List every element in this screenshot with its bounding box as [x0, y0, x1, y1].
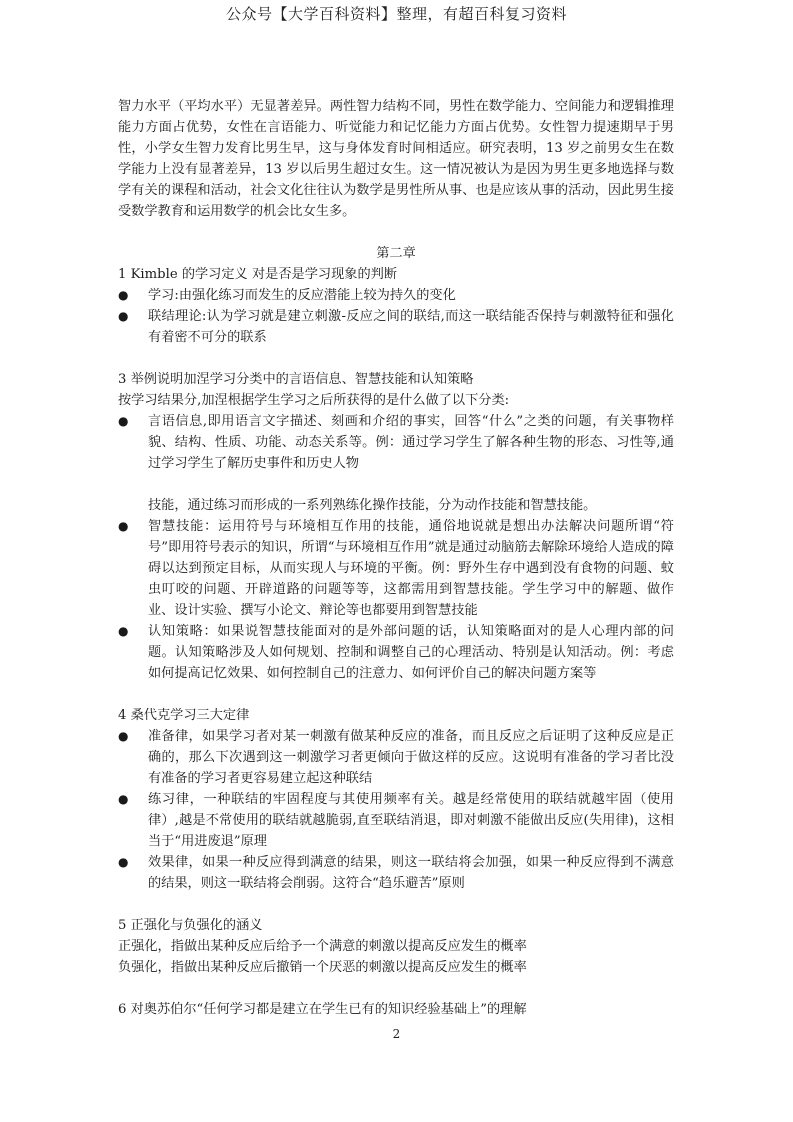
list-item-text: 练习律，一种联结的牢固程度与其使用频率有关。越是经常使用的联结就越牢固（使用律）,越是不常使用的联结就越脆弱,直至联结消退，即对刺激不能做出反应(失用律)，这相当于“用进废退”原理: [148, 792, 674, 849]
bullet-icon: ●: [118, 729, 129, 743]
section-3-heading: 3 举例说明加涅学习分类中的言语信息、智慧技能和认知策略: [118, 372, 474, 387]
list-item: [118, 306, 674, 348]
bullet-icon: ●: [118, 792, 129, 806]
spacer: [118, 894, 674, 915]
list-item: [118, 852, 674, 894]
page-header: 公众号【大学百科资料】整理，有超百科复习资料: [225, 5, 567, 23]
page-number: 2: [392, 1027, 401, 1041]
list-item: [118, 621, 674, 684]
list-item: [118, 285, 674, 306]
bullet-icon: ●: [118, 624, 129, 638]
spacer: [118, 348, 674, 369]
list-item-text: 言语信息,即用语言文字描述、刻画和介绍的事实，回答“什么”之类的问题，有关事物样貌、结构、性质、功能、动态关系等。例：通过学习学生了解各种生物的形态、习性等,通过学习学生了解历史事件和历史人物: [148, 414, 674, 471]
list-item-text: 智慧技能：运用符号与环境相互作用的技能，通俗地说就是想出办法解决问题所谓“符号”即用符号表示的知识，所谓“与环境相互作用”就是通过动脑筋去解除环境给人造成的障碍以达到预定目标，从而实现人与环境的平衡。例：野外生存中遇到没有食物的问题、蚊虫叮咬的问题、开辟道路的问题等等，这都需用到智慧技能。学生学习中的解题、做作业、设计实验、撰写小论文、辩论等也都要用到智慧技能: [148, 519, 674, 618]
section-6-heading: 6 对奥苏伯尔“任何学习都是建立在学生已有的知识经验基础上”的理解: [118, 1002, 527, 1017]
bullet-icon: ●: [118, 309, 129, 323]
bullet-icon: ●: [118, 855, 129, 869]
positive-reinforcement: 正强化，指做出某种反应后给予一个满意的刺激以提高反应发生的概率: [118, 939, 527, 954]
spacer: [118, 978, 674, 999]
list-item-text: 准备律，如果学习者对某一刺激有做某种反应的准备，而且反应之后证明了这种反应是正确的，那么下次遇到这一刺激学习者更倾向于做这样的反应。这说明有准备的学习者比没有准备的学习者更容易建立起这种联结: [148, 729, 674, 786]
intro-paragraph: 智力水平（平均水平）无显著差异。两性智力结构不同，男性在数学能力、空间能力和逻辑推理能力方面占优势，女性在言语能力、听觉能力和记忆能力方面占优势。女性智力提速期早于男性，小学女生智力发育比男生早，这与身体发育时间相适应。研究表明，13 岁之前男女生在数学能力上没有显著差异，13 岁以后男生超过女生。这一情况被认为是因为男生更多地选择与数学有关的课程和活动，社会文化往往认为数学是男性所从事、也是应该从事的活动，因此男生接受数学教育和运用数学的机会比女生多。: [118, 99, 674, 219]
list-item: [118, 789, 674, 852]
spacer: [118, 684, 674, 705]
section-3-intro: 按学习结果分,加涅根据学生学习之后所获得的是什么做了以下分类:: [118, 393, 510, 408]
list-item-text: 学习:由强化练习而发生的反应潜能上较为持久的变化: [148, 288, 456, 303]
bullet-icon: ●: [118, 414, 129, 428]
list-item: [118, 516, 674, 621]
spacer: [118, 474, 674, 495]
skill-note: 技能，通过练习而形成的一系列熟练化操作技能，分为动作技能和智慧技能。: [148, 498, 597, 513]
section-4-heading: 4 桑代克学习三大定律: [118, 708, 250, 723]
negative-reinforcement: 负强化，指做出某种反应后撤销一个厌恶的刺激以提高反应发生的概率: [118, 960, 527, 975]
section-5-heading: 5 正强化与负强化的涵义: [118, 918, 263, 933]
bullet-icon: ●: [118, 519, 129, 533]
chapter-title: 第二章: [376, 246, 416, 261]
section-1-heading: 1 Kimble 的学习定义 对是否是学习现象的判断: [118, 267, 398, 282]
list-item-text: 效果律，如果一种反应得到满意的结果，则这一联结将会加强，如果一种反应得到不满意的结果，则这一联结将会削弱。这符合“趋乐避苦”原则: [148, 855, 674, 891]
list-item: [118, 411, 674, 474]
list-item-text: 认知策略：如果说智慧技能面对的是外部问题的话，认知策略面对的是人心理内部的问题。认知策略涉及人如何规划、控制和调整自己的心理活动、特别是认知活动。例：考虑如何提高记忆效果、如何控制自己的注意力、如何评价自己的解决问题方案等: [148, 624, 674, 681]
list-item-text: 联结理论:认为学习就是建立刺激-反应之间的联结,而这一联结能否保持与刺激特征和强化有着密不可分的联系: [148, 309, 674, 345]
list-item: [118, 726, 674, 789]
bullet-icon: ●: [118, 288, 129, 302]
document-body: [118, 96, 674, 1020]
